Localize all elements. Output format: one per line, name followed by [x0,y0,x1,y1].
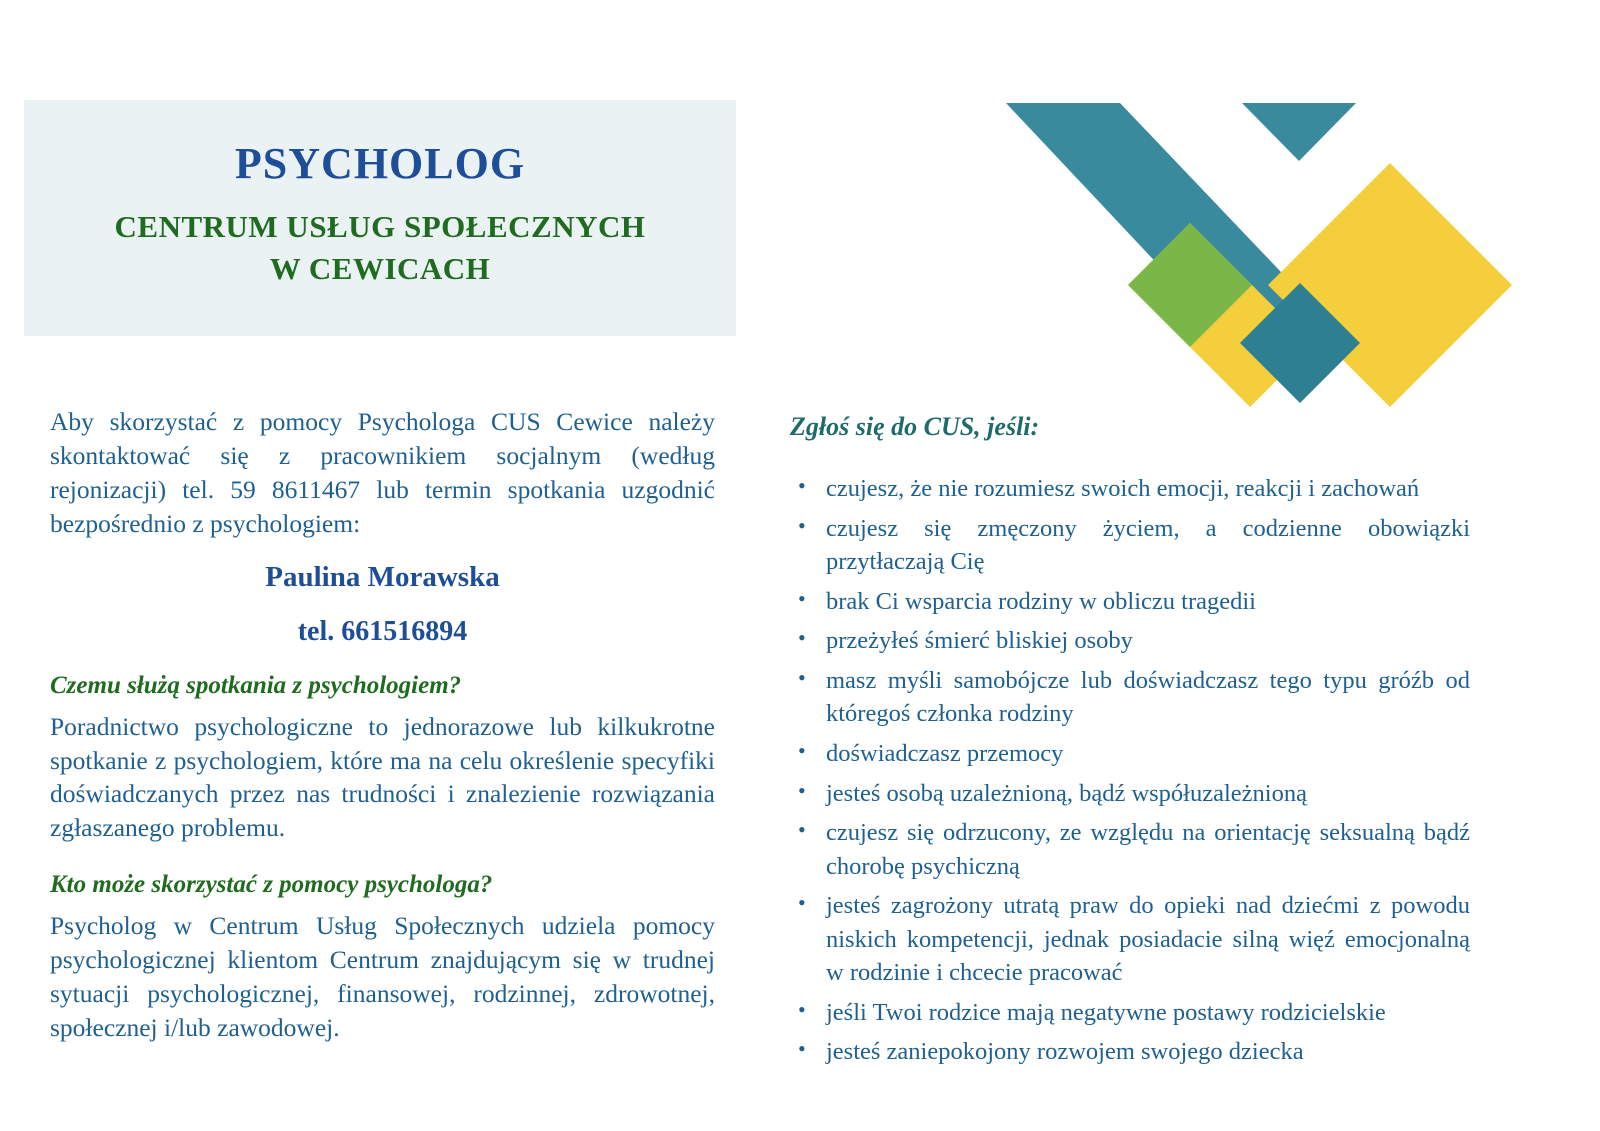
spacer [50,857,715,871]
list-item: • przeżyłeś śmierć bliskiej osoby [790,624,1470,658]
question-1-heading: Czemu służą spotkania z psychologiem? [50,671,462,699]
list-item: • czujesz, że nie rozumiesz swoich emocji, reakcji i zachowań [790,472,1470,506]
question-1-answer: Poradnictwo psychologiczne to jednorazowe lub kilkukrotne spotkanie z psychologiem, które ma na celu określenie specyfiki doświadczanych przez nas trudności i znalezienie rozwiązania zgłaszanego problemu. [50,711,715,843]
logo-shape-teal-top [1242,103,1356,161]
criteria-list [790,472,1470,1069]
list-item: • jesteś zaniepokojony rozwojem swojego dziecka [790,1035,1470,1069]
psychologist-phone: tel. 661516894 [297,615,468,647]
list-item: • czujesz się zmęczony życiem, a codzienne obowiązki przytłaczają Cię [790,512,1470,579]
page-subtitle-line1: CENTRUM USŁUG SPOŁECZNYCH [114,209,646,245]
list-item: • jeśli Twoi rodzice mają negatywne postawy rodzicielskie [790,996,1470,1030]
list-item: • jesteś osobą uzależnioną, bądź współuzależnioną [790,777,1470,811]
list-item: • jesteś zagrożony utratą praw do opieki nad dziećmi z powodu niskich kompetencji, jednak posiadacie silną więź emocjonalną w rodzinie i chcecie pracować [790,889,1470,990]
cus-logo [1000,85,1520,415]
question-2-answer: Psycholog w Centrum Usług Społecznych udziela pomocy psychologicznej klientom Centrum znajdującym się w trudnej sytuacji psychologicznej, finansowej, rodzinnej, zdrowotnej, społecznej i/lub zawodowej. [50,911,715,1042]
list-item: • doświadczasz przemocy [790,737,1470,771]
list-item: • masz myśli samobójcze lub doświadczasz tego typu gróźb od któregoś członka rodziny [790,664,1470,731]
psychologist-name: Paulina Morawska [265,560,500,593]
left-column [50,405,715,1057]
intro-paragraph: Aby skorzystać z pomocy Psychologa CUS Cewice należy skontaktować się z pracownikiem socjalnym (według rejonizacji) tel. 59 8611467 lub termin spotkania uzgodnić bezpośrednio z psychologiem: [50,407,715,538]
criteria-heading: Zgłoś się do CUS, jeśli: [790,412,1040,441]
page-title: PSYCHOLOG [234,139,526,188]
list-item: • brak Ci wsparcia rodziny w obliczu tragedii [790,585,1470,619]
page-subtitle-line2: W CEWICACH [269,251,491,287]
list-item: • czujesz się odrzucony, ze względu na orientację seksualną bądź chorobę psychiczną [790,816,1470,883]
logo-svg [1000,85,1520,415]
question-2-heading: Kto może skorzystać z pomocy psychologa? [50,871,493,899]
header-panel [24,100,736,336]
right-column [790,412,1470,1075]
